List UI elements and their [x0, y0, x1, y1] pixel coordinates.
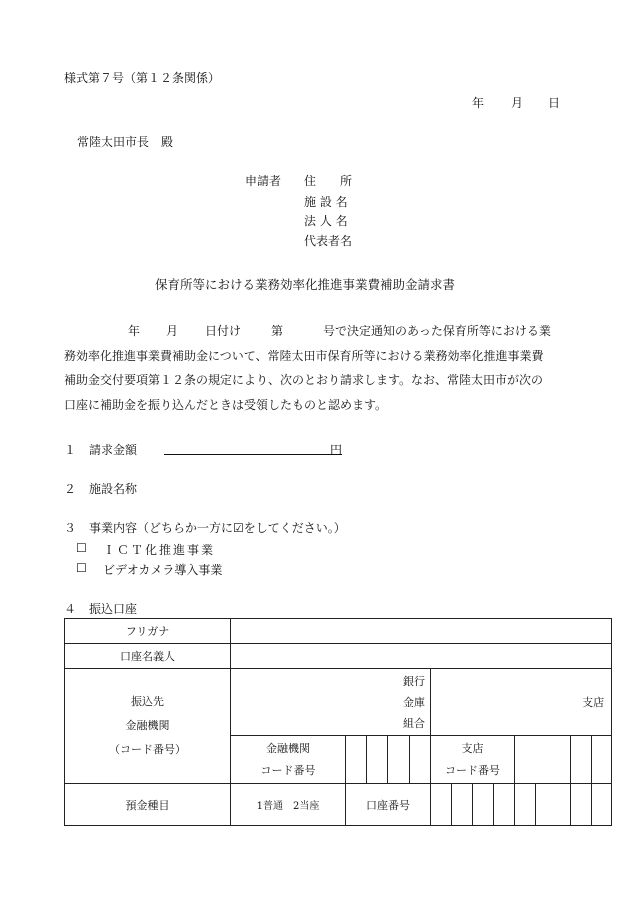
account-number-digit[interactable]	[431, 784, 452, 826]
destination-line3: （コード番号）	[109, 743, 186, 756]
facility-name-label: 施設名称	[89, 482, 138, 496]
body-line2: 務効率化推進事業費補助金について、常陸太田市保育所等における業務効率化推進事業費	[64, 349, 544, 363]
account-number-digit[interactable]	[515, 784, 536, 826]
branch-code-digit[interactable]	[515, 736, 571, 784]
account-number-digit[interactable]	[473, 784, 494, 826]
account-label: 振込口座	[89, 602, 138, 616]
holder-label: 口座名義人	[65, 644, 231, 669]
fi-code-line2: コード番号	[260, 763, 316, 777]
bank-type-kumiai: 組合	[403, 716, 425, 730]
applicant-label: 申請者	[245, 174, 282, 188]
bank-type-kinko: 金庫	[403, 695, 425, 709]
account-number-digit[interactable]	[452, 784, 473, 826]
fi-code-digit[interactable]	[346, 736, 367, 784]
furigana-field[interactable]	[231, 619, 612, 644]
checkbox-icon[interactable]: ☐	[76, 561, 87, 575]
table-row-bank	[65, 669, 612, 736]
holder-field[interactable]	[231, 644, 612, 669]
applicant-facility-label: 施 設 名	[304, 195, 348, 209]
account-number-digit[interactable]	[592, 784, 612, 826]
branch-name-field[interactable]	[431, 669, 612, 736]
branch-code-line2: コード番号	[445, 763, 500, 777]
body-year: 年	[128, 324, 141, 338]
deposit-options[interactable]: 1普通 2当座	[231, 784, 346, 826]
item-number: ４	[64, 602, 77, 616]
destination-line2: 金融機関	[125, 719, 170, 732]
option-label: ＩＣＴ化推進事業	[103, 543, 216, 557]
body-no-prefix: 第	[271, 324, 284, 338]
account-number-digit[interactable]	[536, 784, 571, 826]
branch-code-line1: 支店	[461, 741, 484, 755]
amount-label: 請求金額	[89, 443, 138, 457]
business-label: 事業内容（どちらか一方に☑をしてください。）	[89, 521, 346, 535]
fi-code-line1: 金融機関	[266, 741, 310, 755]
body-line1-rest: 号で決定通知のあった保育所等における業	[323, 324, 551, 338]
body-month: 月	[166, 324, 179, 338]
applicant-address-label: 住 所	[304, 174, 353, 188]
account-number-digit[interactable]	[571, 784, 592, 826]
branch-code-digit[interactable]	[571, 736, 592, 784]
branch-code-digit[interactable]	[592, 736, 612, 784]
body-dated: 日付け	[205, 324, 242, 338]
table-row-deposit	[65, 784, 612, 826]
bank-account-table	[64, 618, 612, 826]
date-day: 日	[548, 96, 561, 110]
branch-label: 支店	[582, 696, 605, 709]
fi-code-digit[interactable]	[388, 736, 410, 784]
body-line4: 口座に補助金を振り込んだときは受領したものと認めます。	[64, 398, 388, 412]
date-year: 年	[472, 96, 485, 110]
bank-type-ginko: 銀行	[403, 674, 425, 688]
checkbox-icon[interactable]: ☐	[76, 541, 87, 555]
branch-code-label	[431, 736, 515, 784]
option-label: ビデオカメラ導入事業	[103, 563, 223, 577]
document-title: 保育所等における業務効率化推進事業費補助金請求書	[155, 277, 456, 292]
item-number: １	[64, 443, 77, 457]
fi-code-label	[231, 736, 346, 784]
item-number: ３	[64, 521, 77, 535]
destination-label	[65, 669, 231, 784]
table-row-furigana	[65, 619, 612, 644]
amount-field[interactable]	[164, 454, 342, 455]
fi-code-digit[interactable]	[410, 736, 431, 784]
account-number-label: 口座番号	[346, 784, 431, 826]
deposit-type-label: 預金種目	[65, 784, 231, 826]
date-month: 月	[511, 96, 524, 110]
account-number-digit[interactable]	[494, 784, 515, 826]
fi-code-digit[interactable]	[367, 736, 388, 784]
body-line3: 補助金交付要項第１２条の規定により、次のとおり請求します。なお、常陸太田市が次の	[64, 373, 544, 387]
furigana-label: フリガナ	[65, 619, 231, 644]
applicant-corporation-label: 法 人 名	[304, 214, 348, 228]
amount-unit: 円	[330, 443, 343, 457]
form-number: 様式第７号（第１２条関係）	[64, 71, 221, 85]
bank-name-field[interactable]	[231, 669, 431, 736]
destination-line1: 振込先	[131, 695, 164, 708]
table-row-holder	[65, 644, 612, 669]
addressee: 常陸太田市長 殿	[77, 135, 174, 149]
item-number: ２	[64, 482, 77, 496]
applicant-representative-label: 代表者名	[304, 234, 353, 248]
